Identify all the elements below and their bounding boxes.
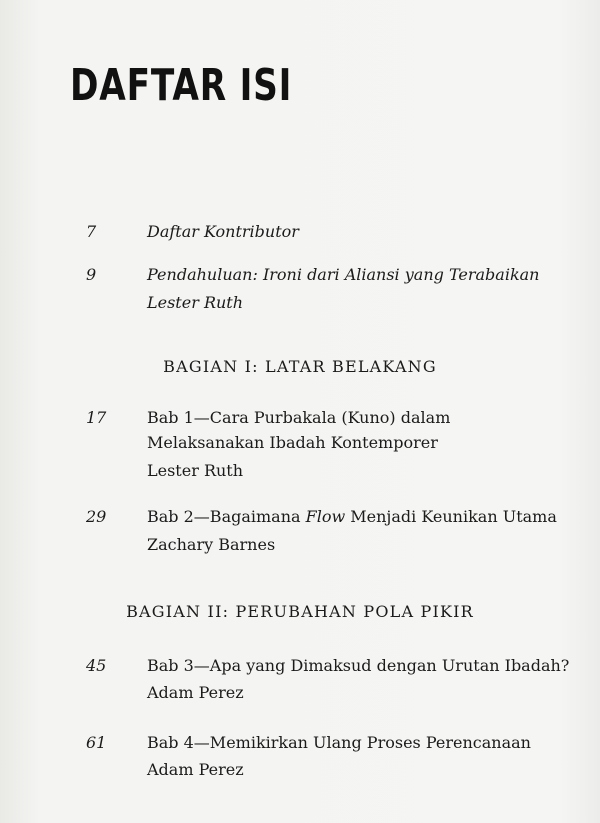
toc-page-number: 17 — [86, 408, 107, 427]
title-text: Menjadi Keunikan Utama — [345, 507, 557, 526]
toc-entry-author: Adam Perez — [147, 760, 244, 779]
toc-entry-title: Pendahuluan: Ironi dari Aliansi yang Terabaikan — [147, 265, 540, 284]
toc-entry-title-continued: Melaksanakan Ibadah Kontemporer — [147, 433, 438, 452]
toc-page-number: 45 — [86, 656, 107, 675]
page-title: DAFTAR ISI — [70, 60, 293, 111]
section-heading: BAGIAN I: LATAR BELAKANG — [163, 357, 437, 376]
toc-page-number: 7 — [86, 222, 97, 241]
toc-entry-title: Bab 4—Memikirkan Ulang Proses Perencanaan — [147, 733, 531, 752]
section-heading: BAGIAN II: PERUBAHAN POLA PIKIR — [126, 602, 474, 621]
title-emphasis: Flow — [305, 507, 346, 526]
toc-page-number: 9 — [86, 265, 97, 284]
toc-entry-title — [147, 507, 557, 526]
title-text: Bab 2—Bagaimana — [147, 507, 306, 526]
toc-entry-author: Adam Perez — [147, 683, 244, 702]
toc-entry-author: Zachary Barnes — [147, 535, 276, 554]
toc-page-number: 61 — [86, 733, 107, 752]
toc-entry-title: Daftar Kontributor — [147, 222, 299, 241]
toc-entry-title: Bab 1—Cara Purbakala (Kuno) dalam — [147, 408, 451, 427]
toc-entry-author: Lester Ruth — [147, 293, 244, 312]
toc-entry-title: Bab 3—Apa yang Dimaksud dengan Urutan Ibadah? — [147, 656, 570, 675]
toc-page-number: 29 — [86, 507, 107, 526]
toc-entry-author: Lester Ruth — [147, 461, 244, 480]
